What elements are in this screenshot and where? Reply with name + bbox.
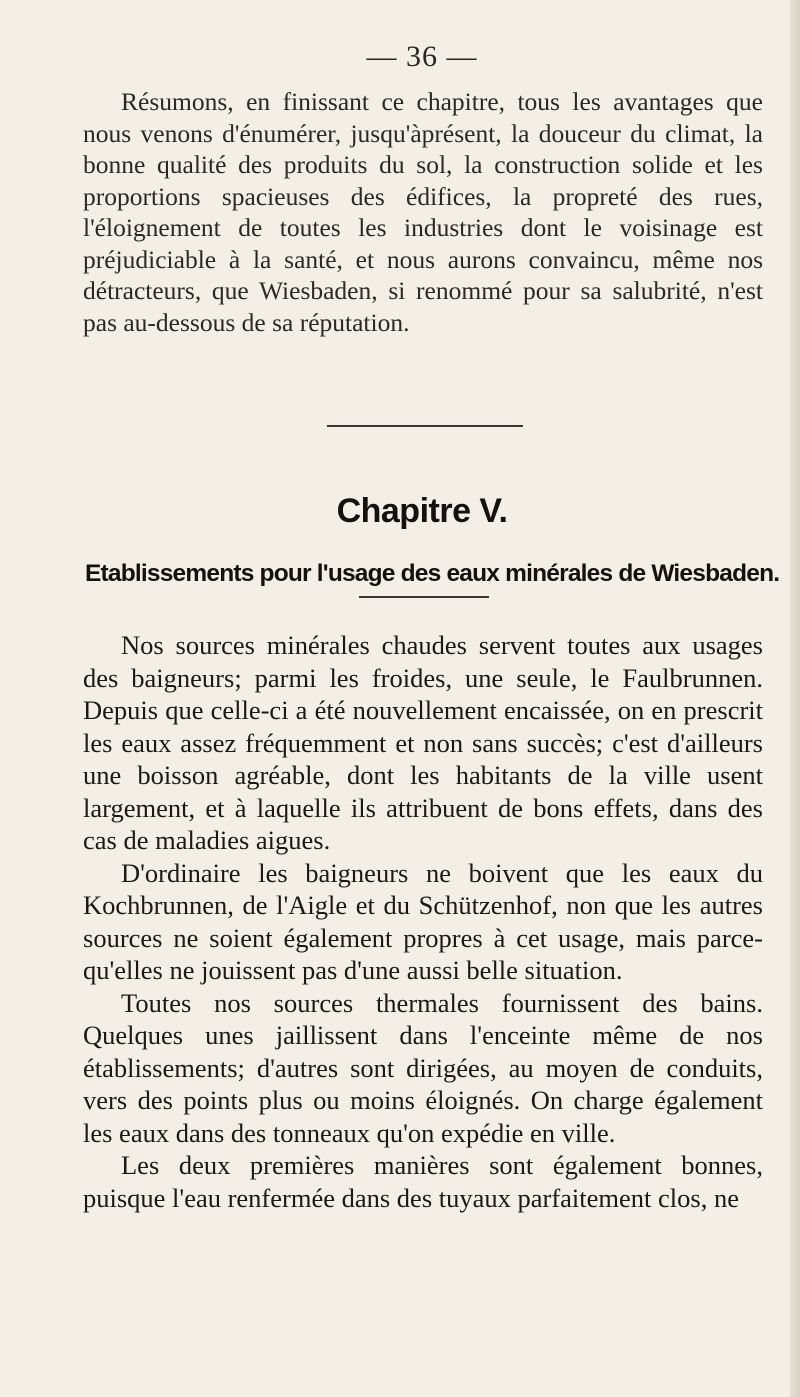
body-text-block bbox=[83, 629, 763, 1214]
page-number: — 36 — bbox=[366, 40, 478, 73]
intro-text-block bbox=[83, 86, 763, 338]
chapter-title: Chapitre V. bbox=[336, 492, 508, 530]
body-paragraph: Les deux premières manières sont également bonnes, puisque l'eau renfermée dans des tuyaux parfaitement clos, ne bbox=[83, 1150, 763, 1213]
body-paragraph: Nos sources minérales chaudes servent toutes aux usages des baigneurs; parmi les froides, une seule, le Faulbrunnen. Depuis que celle-ci a été nouvellement encaissée, on en prescrit les eaux assez fréquemment et non sans succès; c'est d'ailleurs une boisson agréable, dont les habitants de la ville usent largement, et à laquelle ils attribuent de bons effets, dans des cas de maladies aigues. bbox=[83, 630, 763, 855]
body-paragraph: Toutes nos sources thermales fournissent des bains. Quelques unes jaillissent dans l'enceinte même de nos établissements; d'autres sont dirigées, au moyen de conduits, vers des points plus ou moins éloignés. On charge également les eaux dans des tonneaux qu'on expédie en ville. bbox=[83, 987, 763, 1148]
separator-rule-bottom bbox=[359, 596, 489, 598]
body-paragraph: D'ordinaire les baigneurs ne boivent que les eaux du Kochbrunnen, de l'Aigle et du Schützenhof, non que les autres sources ne soient également propres à cet usage, mais parce-qu'elles ne jouissent pas d'une aussi belle situation. bbox=[83, 857, 763, 985]
page-edge bbox=[790, 0, 800, 1397]
chapter-subtitle: Etablissements pour l'usage des eaux minérales de Wiesbaden. bbox=[85, 560, 780, 587]
intro-paragraph: Résumons, en finissant ce chapitre, tous les avantages que nous venons d'énumérer, jusqu'àprésent, la douceur du climat, la bonne qualité des produits du sol, la construction solide et les proportions spacieuses des édifices, la propreté des rues, l'éloignement de toutes les industries dont le voisinage est préjudiciable à la santé, et nous aurons convaincu, même nos détracteurs, que Wiesbaden, si renommé pour sa salubrité, n'est pas au-dessous de sa réputation. bbox=[83, 87, 763, 337]
separator-rule-top bbox=[327, 425, 523, 427]
